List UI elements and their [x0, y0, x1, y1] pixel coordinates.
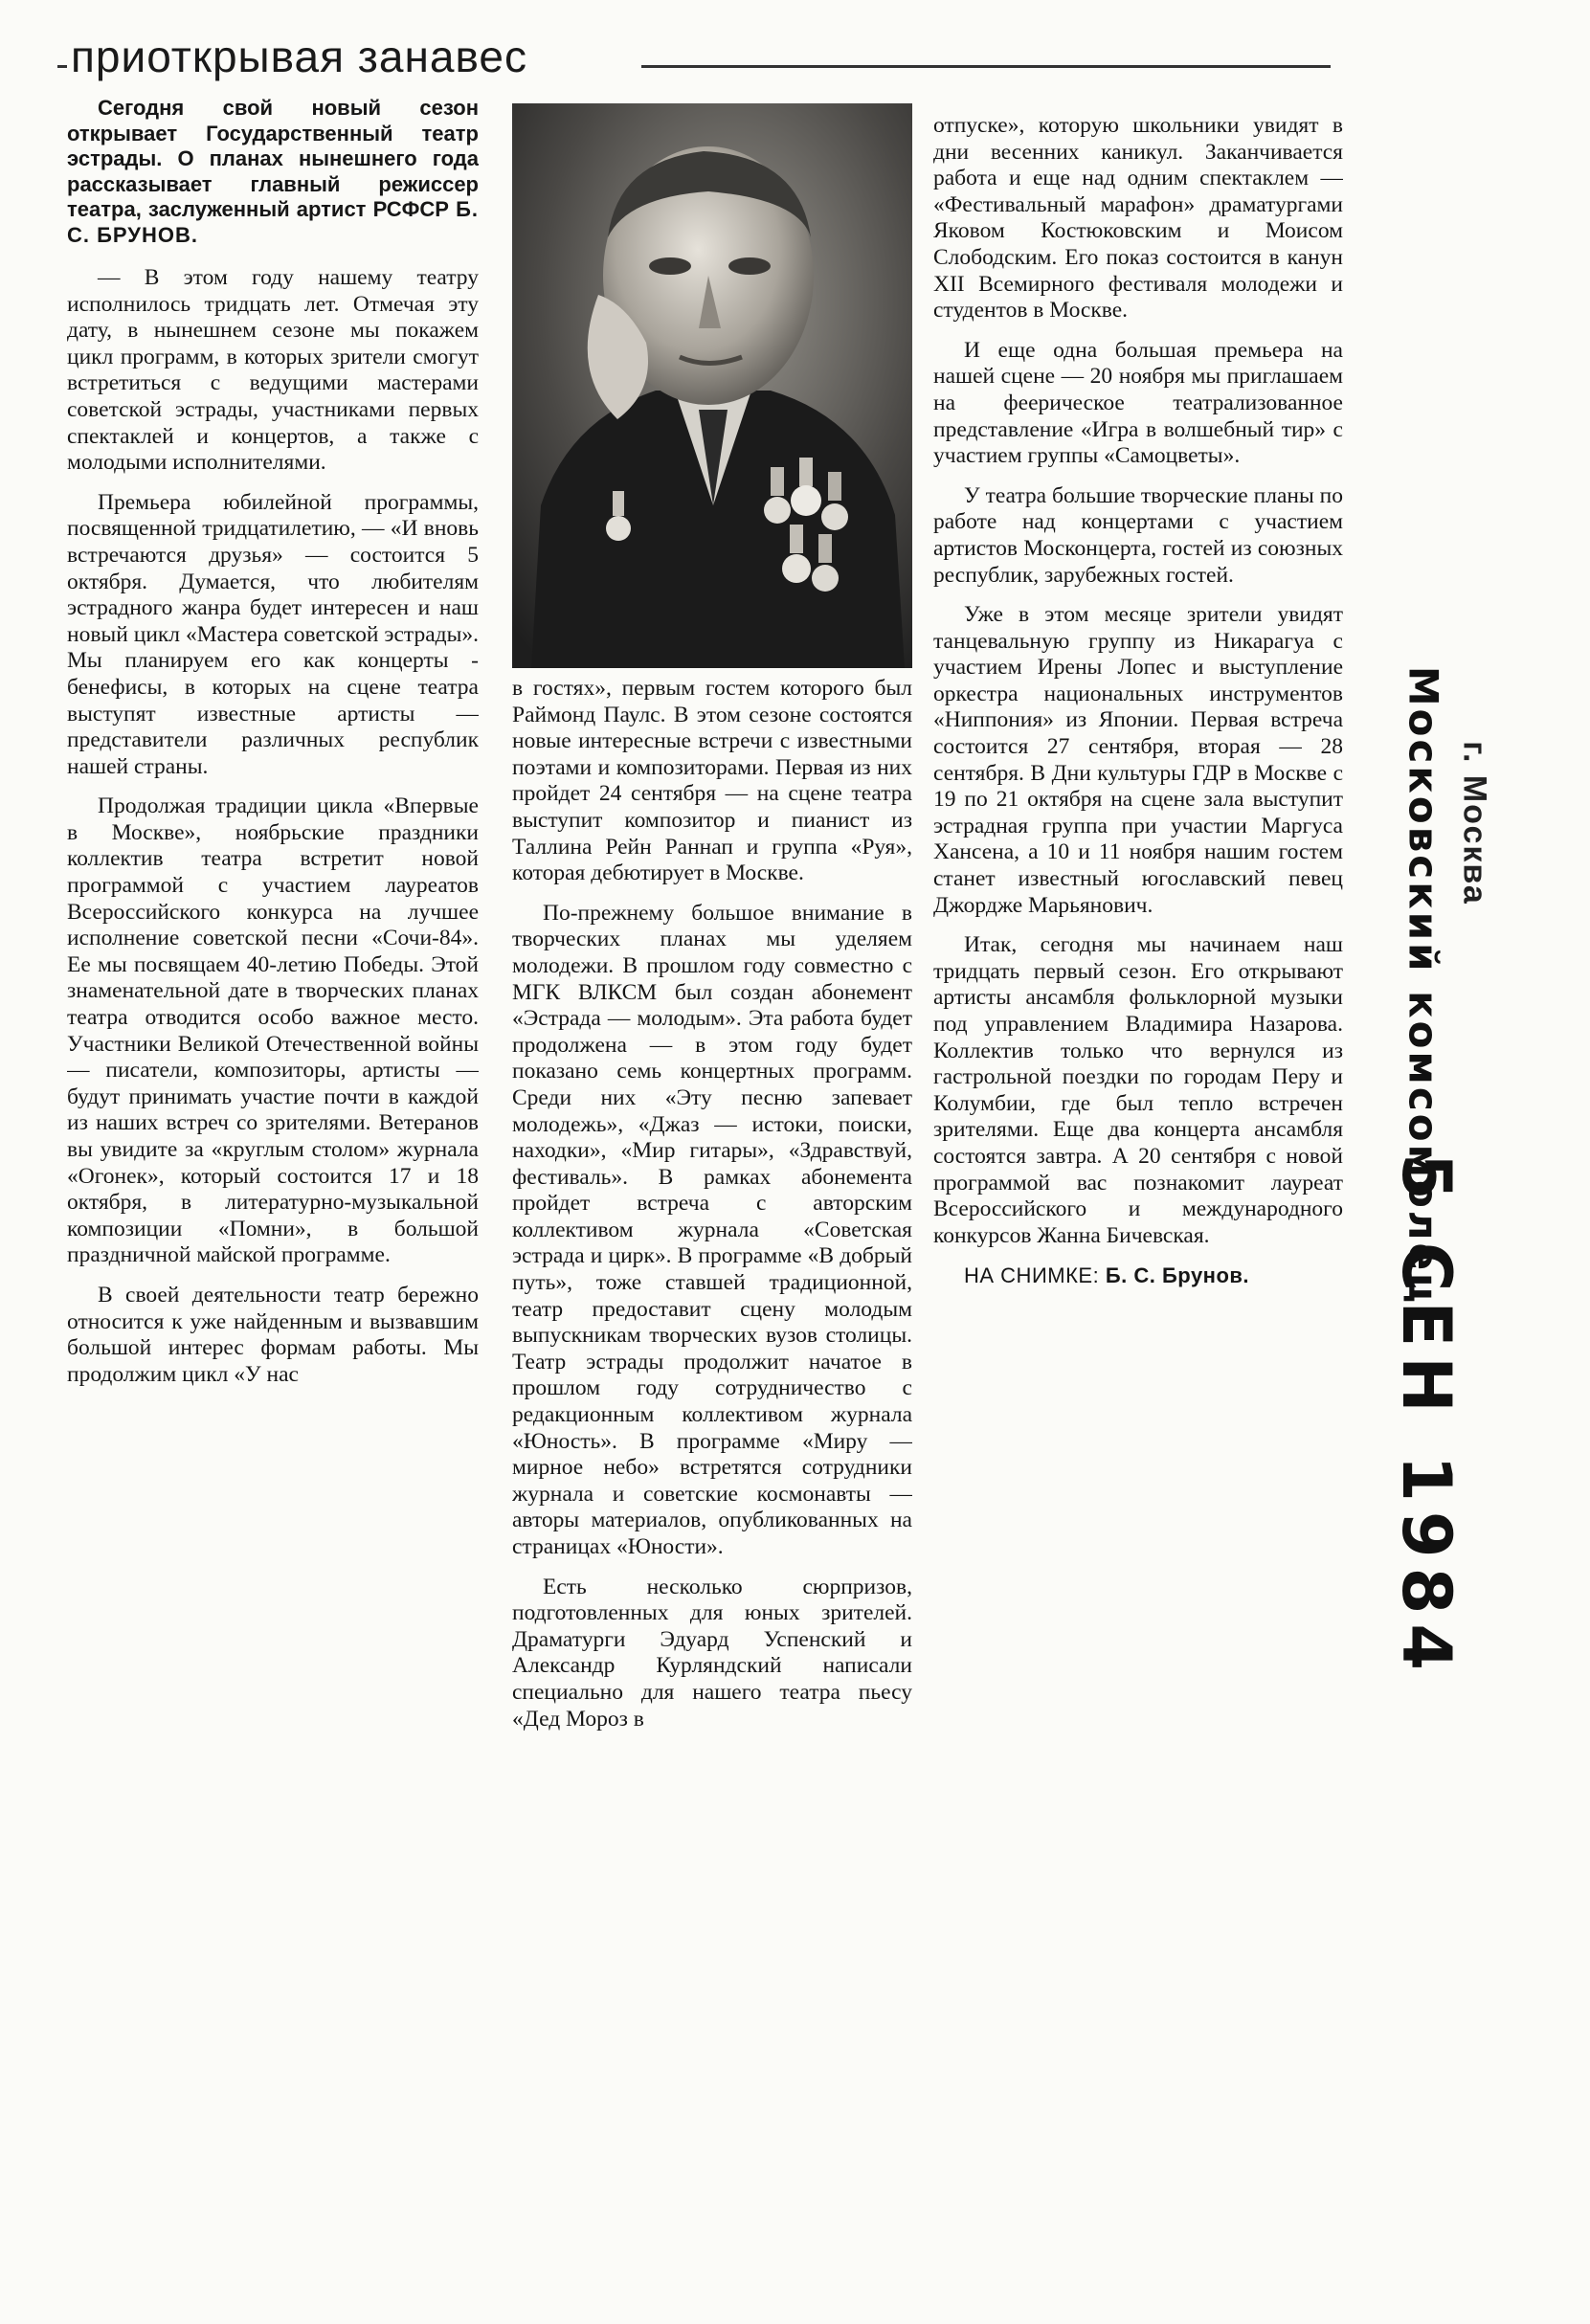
article-column-1 [67, 96, 479, 2225]
lead-author: Б. С. БРУНОВ. [67, 197, 479, 247]
heading-block [57, 21, 1340, 88]
paragraph: Уже в этом месяце зрители увидят танцевальную группу из Никарагуа с участием Ирены Лопес и выступление оркестра национальных инструментов «Ниппония» из Японии. Первая встреча состоится 27 сентября, вторая — 28 сентября. В Дни культуры ГДР в Москве с 19 по 21 октября на сцене зала выступит эстрадная группа при участии Маргуса Хансена, а 10 и 11 ноября нашим гостем станет известный югославский певец Джордже Марьянович. [933, 602, 1343, 918]
lead-paragraph [67, 96, 479, 248]
publication-name: Московский комсомолец [1400, 665, 1447, 1307]
publication-date: 5 СЕН 1984 [1387, 1152, 1466, 1681]
paragraph: — В этом году нашему театру исполнилось тридцать лет. Отмечая эту дату, в нынешнем сезоне мы покажем цикл программ, в которых зрители смогут встретиться с ведущими мастерами советской эстрады, участниками первых спектаклей и концертов, а также с молодыми исполнителями. [67, 265, 479, 476]
article-column-2 [512, 96, 912, 2225]
paragraph: У театра большие творческие планы по работе над концертами с участием артистов Москонцерта, гостей из союзных республик, зарубежных гостей. [933, 482, 1343, 588]
photo-eye-left [649, 257, 691, 275]
lead-text: Сегодня свой новый сезон открывает Государственный театр эстрады. О планах нынешнего года рассказывает главный режиссер театра, заслуженный артист РСФСР [67, 96, 479, 221]
paragraph: Премьера юбилейной программы, посвященной тридцатилетию, — «И вновь встречаются друзья» — состоится 5 октября. Думается, что любителям эстрадного жанра будет интересен и наш новый цикл «Мастера советской эстрады». Мы планируем его как концерты - бенефисы, в которых на сцене театра выступят известные артисты — представители различных республик нашей страны. [67, 489, 479, 779]
heading-rule-left [57, 65, 67, 68]
caption-label: НА СНИМКЕ: [964, 1263, 1100, 1288]
article-column-3 [933, 113, 1343, 2223]
paragraph: Есть несколько сюрпризов, подготовленных для юных зрителей. Драматурги Эдуард Успенский и Александр Курляндский написали специально для нашего театра пьесу «Дед Мороз в [512, 1574, 912, 1732]
photo-eye-right [728, 257, 771, 275]
paragraph: По-прежнему большое внимание в творческих планах мы уделяем молодежи. В прошлом году совместно с МГК ВЛКСМ был создан абонемент «Эстрада — молодым». Эта работа будет продолжена — в этом году будет показано семь концертных программ. Среди них «Эту песню запевает молодежь», «Джаз — истоки, поиски, находки», «Мир гитары», «Здравствуй, фестиваль». В рамках абонемента пройдет встреча с авторским коллективом журнала «Советская эстрада и цирк». В программе «В добрый путь», тоже ставшей традиционной, театр предоставит сцену молодым выпускникам творческих вузов столицы. Театр эстрады продолжит начатое в прошлом году сотрудничество с редакционным коллективом журнала «Юность». В программе «Миру — мирное небо» встретятся сотрудники журнала и советские космонавты — авторы материалов, опубликованных на страницах «Юности». [512, 900, 912, 1559]
paragraph: отпуске», которую школьники увидят в дни весенних каникул. Заканчивается работа и еще над одним спектаклем — «Фестивальный марафон» драматургами Яковом Костюковским и Моисом Слободским. Его показ состоится в канун XII Всемирного фестиваля молодежи и студентов в Москве. [933, 113, 1343, 324]
paragraph: Итак, сегодня мы начинаем наш тридцать первый сезон. Его открывают артисты ансамбля фольклорной музыки под управлением Владимира Назарова. Коллектив только что вернулся из гастрольной поездки по городам Перу и Колумбии, где был тепло встречен зрителями. Еще два концерта ансамбля состоятся завтра. А 20 сентября с новой программой вас познакомит лауреат Всероссийского и международного конкурсов Жанна Бичевская. [933, 932, 1343, 1248]
heading-rule-right [641, 65, 1331, 68]
paragraph: В своей деятельности театр бережно относится к уже найденным и вызвавшим большой интерес формам работы. Мы продолжим цикл «У нас [67, 1282, 479, 1387]
portrait-photo-icon [512, 103, 912, 668]
photo-caption [933, 1263, 1343, 1289]
paragraph: И еще одна большая премьера на нашей сцене — 20 ноября мы приглашаем на феерическое театрализованное представление «Игра в волшебный тир» с участием группы «Самоцветы». [933, 337, 1343, 469]
caption-name: Б. С. Брунов. [1105, 1263, 1250, 1288]
paragraph: Продолжая традиции цикла «Впервые в Москве», ноябрьские праздники коллектив театра встретит новой программой с участием лауреатов Всероссийского конкурса на лучшее исполнение советской песни «Сочи-84». Ее мы посвящаем 40-летию Победы. Этой знаменательной дате в творческих планах театра отводится особо важное место. Участники Великой Отечественной войны — писатели, композиторы, артисты — будут принимать участие почти в каждой из наших встреч со зрителями. Ветеранов вы увидите за «круглым столом» журнала «Огонек», который состоится 17 и 18 октября, в литературно-музыкальной композиции «Помни», в большой праздничной майской программе. [67, 793, 479, 1268]
paragraph: в гостях», первым гостем которого был Раймонд Паулс. В этом сезоне состоятся новые интересные встречи с известными поэтами и композиторами. Первая из них пройдет 24 сентября — на сцене театра выступит композитор и пианист из Таллина Рейн Раннап и группа «Руя», которая дебютирует в Москве. [512, 676, 912, 886]
article-heading: приоткрывая занавес [71, 32, 527, 81]
publication-city: г. Москва [1456, 741, 1493, 905]
